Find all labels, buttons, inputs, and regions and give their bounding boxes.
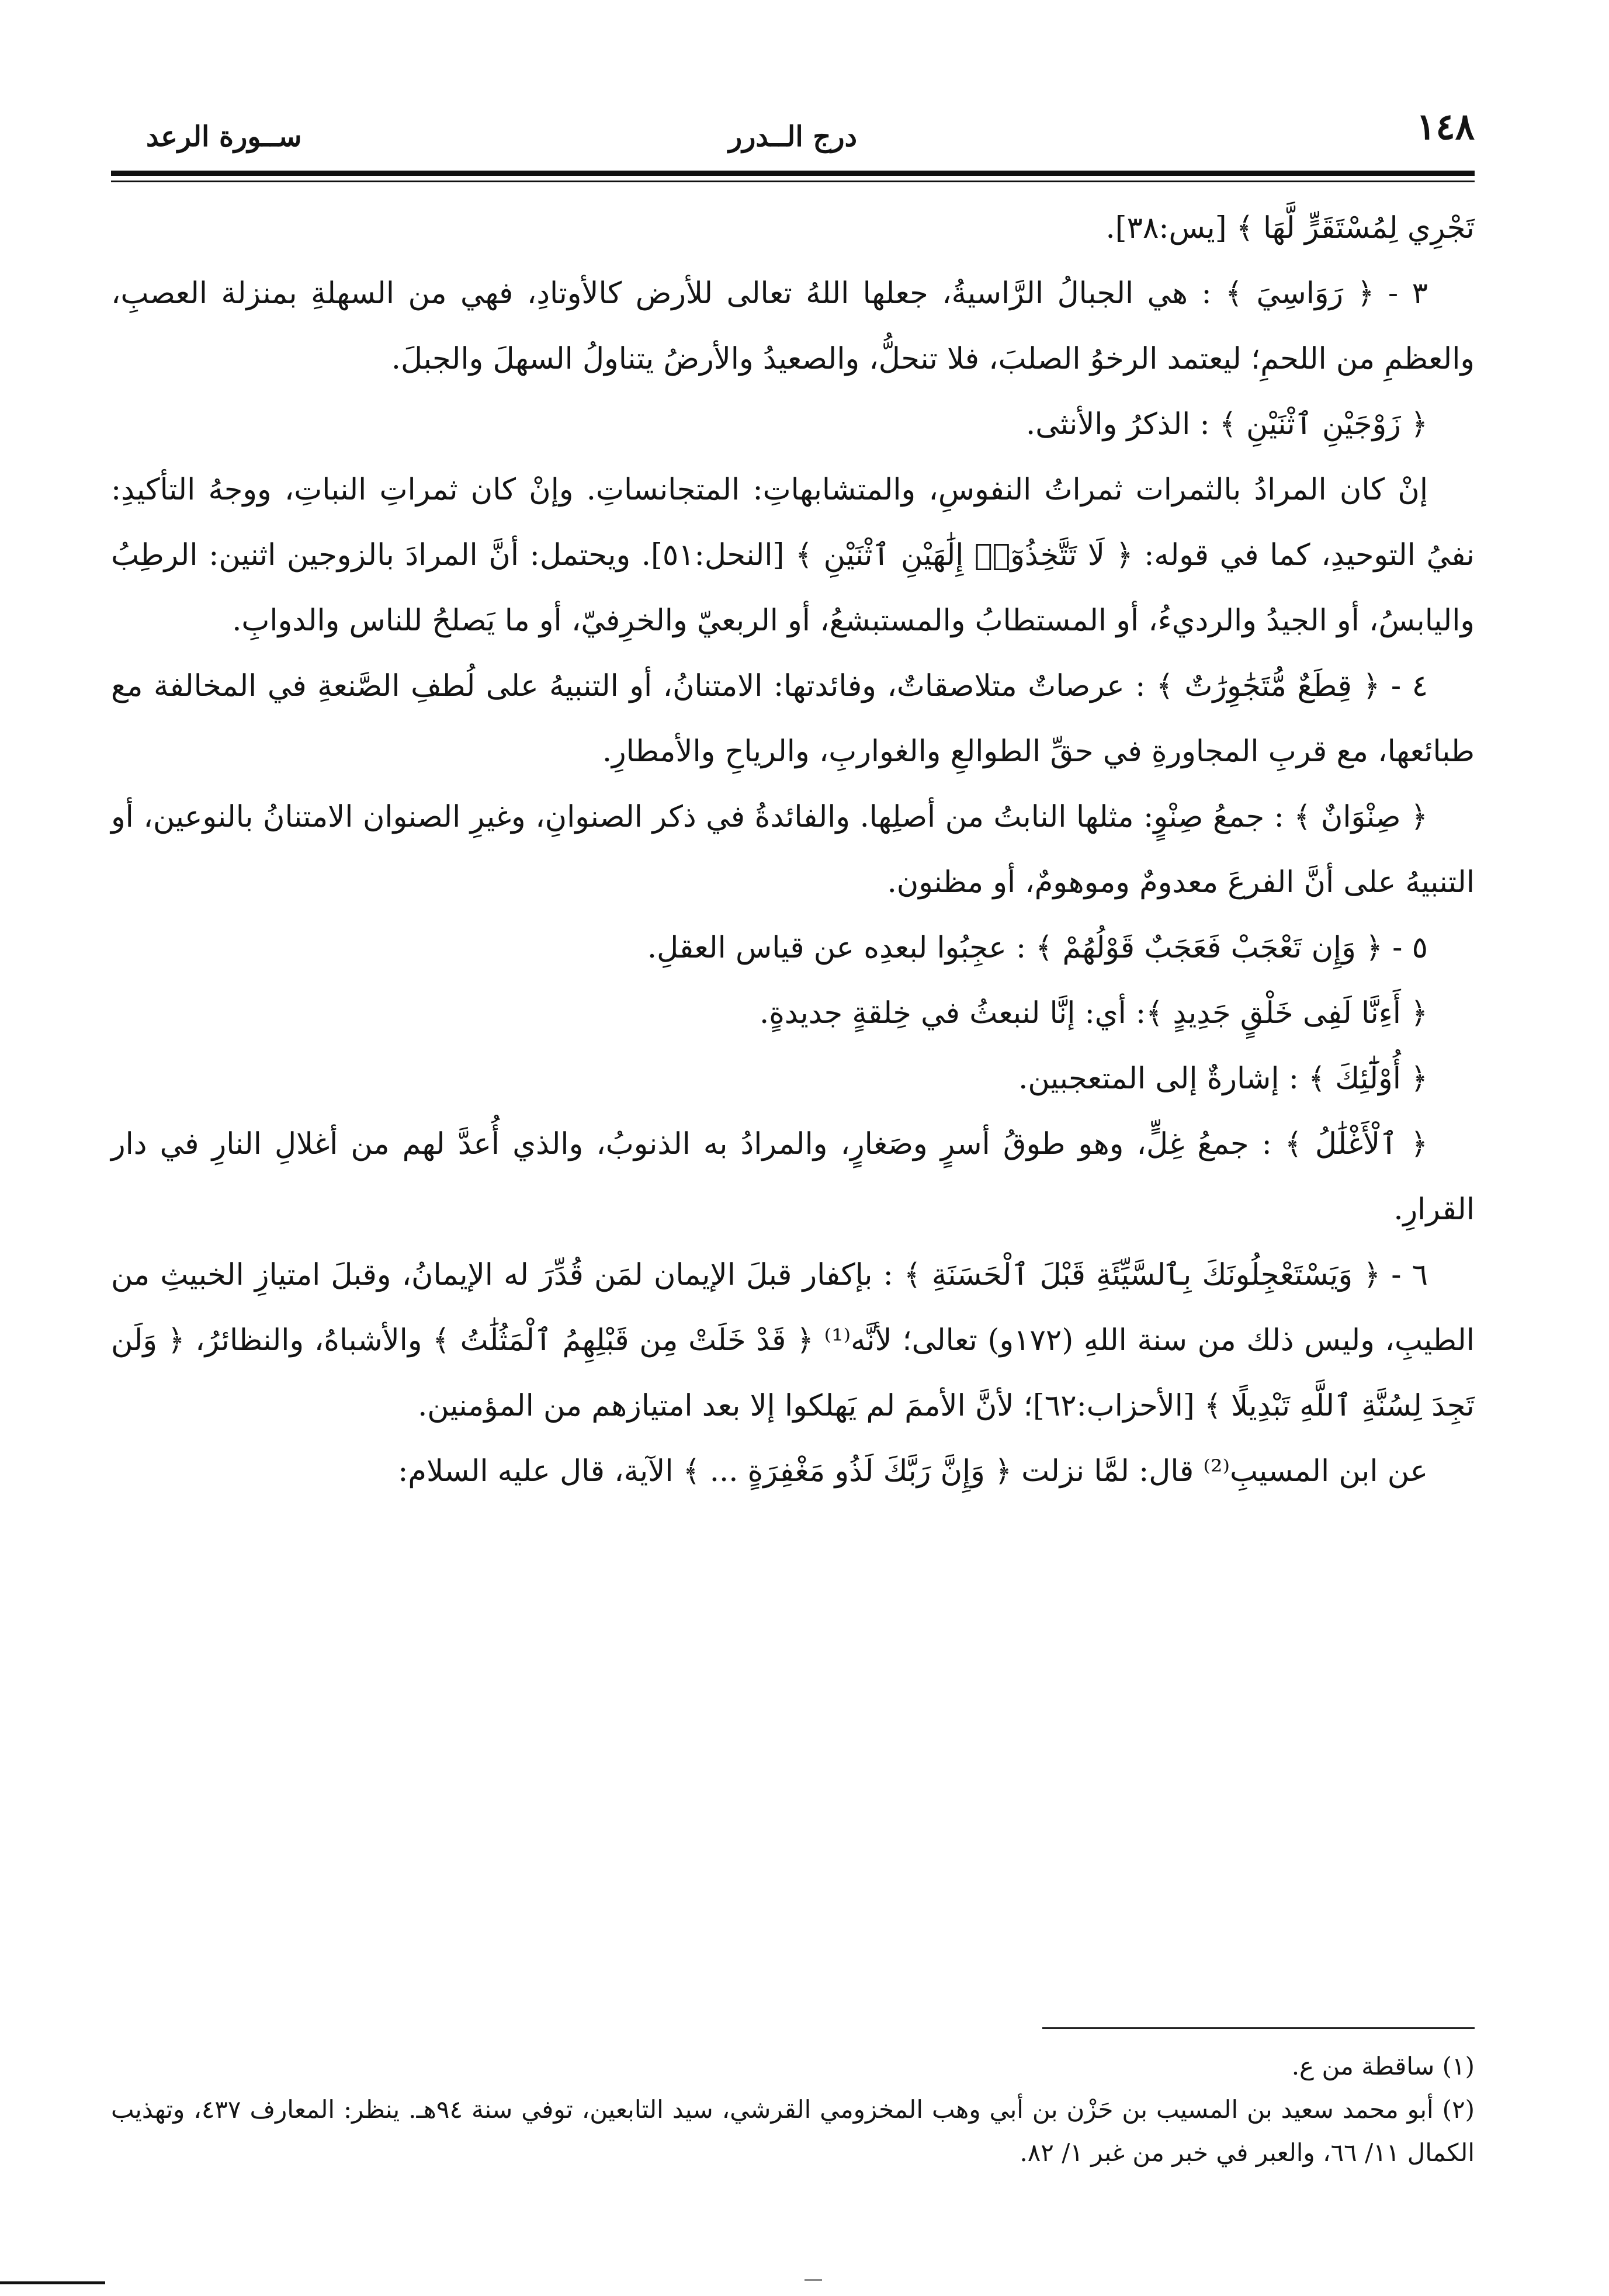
main-text bbox=[111, 196, 1475, 1504]
paragraph: عن ابن المسيبِ⁽²⁾ قال: لمَّا نزلت ﴿ وَإِنَّ رَبَّكَ لَذُو مَغْفِرَةٍ ... ﴾ الآية، قال عليه السلام: bbox=[398, 1454, 1428, 1489]
scan-edge-mark bbox=[0, 2281, 105, 2284]
paragraph: تَجْرِي لِمُسْتَقَرٍّ لَّهَا ﴾ [يس:٣٨]. bbox=[1105, 211, 1475, 245]
paragraph: إنْ كان المرادُ بالثمرات ثمراتُ النفوسِ، والمتشابهاتِ: المتجانساتِ. وإنْ كان ثمراتِ النباتِ، ووجهُ التأكيدِ: نفيُ التوحيدِ، كما في قوله: ﴿ لَا تَتَّخِذُوٓا۟ إِلَٰهَيْنِ ٱثْنَيْنِ ﴾ [النحل:٥١]. ويحتمل: أنَّ المرادَ بالزوجين اثنين: الرطِبُ واليابسُ، أو الجيدُ والرديءُ، أو المستطابُ والمستبشعُ، أو الربعيّ والخرِفيّ، أو ما يَصلحُ للناس والدوابِ. bbox=[111, 473, 1475, 638]
paragraph: ٣ - ﴿ رَوَاسِيَ ﴾ : هي الجبالُ الرَّاسيةُ، جعلها اللهُ تعالى للأرض كالأوتادِ، فهي من السهلةِ بمنزلة العصبِ، والعظمِ من اللحمِ؛ ليعتمد الرخوُ الصلبَ، فلا تنحلُّ، والصعيدُ والأرضُ يتناولُ السهلَ والجبلَ. bbox=[111, 276, 1475, 376]
paragraph: ﴿ ٱلْأَغْلَٰلُ ﴾ : جمعُ غِلٍّ، وهو طوقُ أسرٍ وصَغارٍ، والمرادُ به الذنوبُ، والذي أُعدَّ لهم من أغلالِ النارِ في دار القرارِ. bbox=[111, 1127, 1475, 1227]
footnotes bbox=[111, 2045, 1475, 2174]
surah-title: ســورة الرعد bbox=[146, 120, 302, 153]
paragraph: ﴿ صِنْوَانٌ ﴾ : جمعُ صِنْوٍ: مثلها النابتُ من أصلِها. والفائدةُ في ذكر الصنوانِ، وغيرِ الصنوان الامتنانُ بالنوعين، أو التنبيهُ على أنَّ الفرعَ معدومٌ وموهومٌ، أو مظنون. bbox=[111, 800, 1475, 900]
paragraph: ﴿ زَوْجَيْنِ ٱثْنَيْنِ ﴾ : الذكرُ والأنثى. bbox=[1026, 407, 1428, 442]
paragraph: ٤ - ﴿ قِطَعٌ مُّتَجَٰوِرَٰتٌ ﴾ : عرصاتٌ متلاصقاتٌ، وفائدتها: الامتنانُ، أو التنبيهُ على لُطفِ الصَّنعةِ في المخالفة مع طبائعها، مع قربِ المجاورةِ في حقِّ الطوالعِ والغواربِ، والرياحِ والأمطارِ. bbox=[111, 669, 1475, 769]
footnote: (٢) أبو محمد سعيد بن المسيب بن حَزْن بن أبي وهب المخزومي القرشي، سيد التابعين، توفي سنة ٩٤هـ. ينظر: المعارف ٤٣٧، وتهذيب الكمال ١١/ ٦٦، والعبر في خبر من غبر ١/ ٨٢. bbox=[111, 2095, 1475, 2167]
scan-dot-mark bbox=[804, 2279, 822, 2281]
paragraph: ٦ - ﴿ وَيَسْتَعْجِلُونَكَ بِٱلسَّيِّئَةِ قَبْلَ ٱلْحَسَنَةِ ﴾ : بإكفار قبلَ الإيمان لمَن قُدِّرَ له الإيمانُ، وقبلَ امتيازِ الخبيثِ من الطيبِ، وليس ذلك من سنة اللهِ (١٧٢و) تعالى؛ لأنَّه⁽¹⁾ ﴿ قَدْ خَلَتْ مِن قَبْلِهِمُ ٱلْمَثُلَٰتُ ﴾ والأشباهُ، والنظائرُ، ﴿ وَلَن تَجِدَ لِسُنَّةِ ٱللَّهِ تَبْدِيلًا ﴾ [الأحزاب:٦٢]؛ لأنَّ الأممَ لم يَهلكوا إلا بعد امتيازهم من المؤمنين. bbox=[111, 1258, 1475, 1423]
paragraph: ﴿ أَءِنَّا لَفِى خَلْقٍ جَدِيدٍ ﴾: أي: إنَّا لنبعثُ في خِلقةٍ جديدةٍ. bbox=[759, 996, 1428, 1031]
header-rule-thin bbox=[111, 181, 1475, 182]
running-header bbox=[111, 99, 1475, 169]
page-number: ١٤٨ bbox=[1416, 105, 1475, 148]
paragraph: ﴿ أُوْلَٰٓئِكَ ﴾ : إشارةٌ إلى المتعجبين. bbox=[1018, 1062, 1428, 1096]
book-title: درج الــدرر bbox=[729, 120, 857, 153]
footnote: (١) ساقطة من ع. bbox=[1291, 2052, 1475, 2080]
paragraph: ٥ - ﴿ وَإِن تَعْجَبْ فَعَجَبٌ قَوْلُهُمْ ﴾ : عجِبُوا لبعدِه عن قياس العقلِ. bbox=[647, 931, 1428, 965]
header-rule-thick bbox=[111, 171, 1475, 176]
footnote-separator bbox=[1042, 2027, 1475, 2029]
